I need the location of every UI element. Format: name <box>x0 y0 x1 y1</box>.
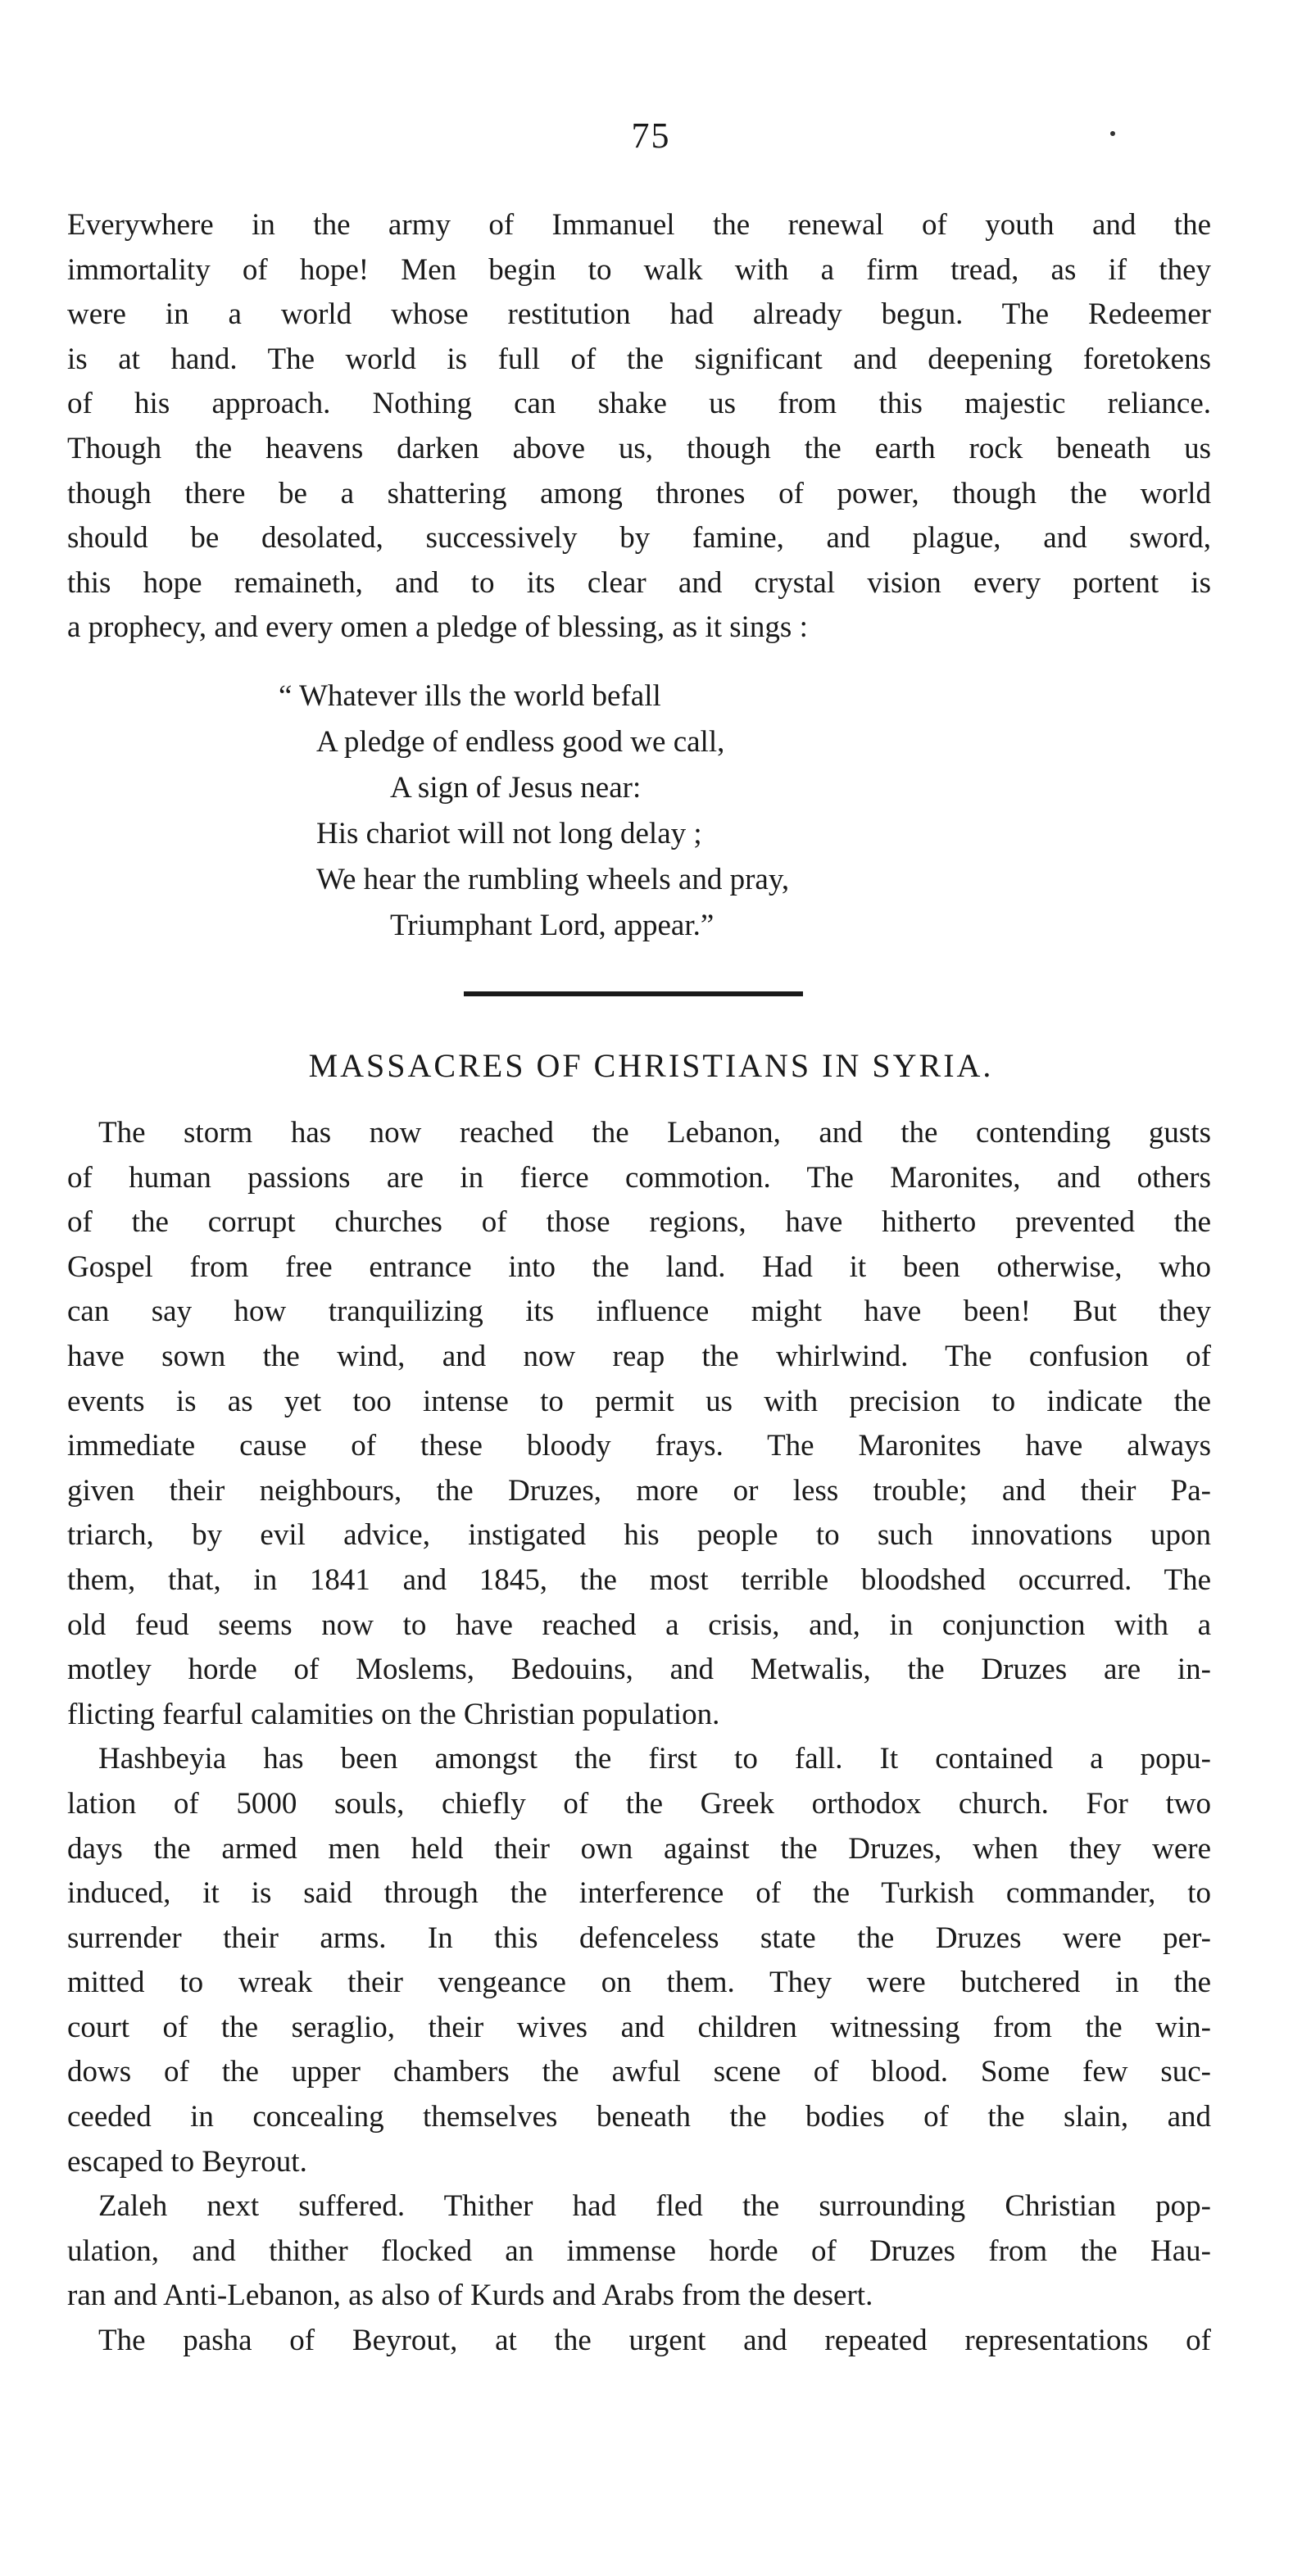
text-line: can say how tranquilizing its influence might have been! But they <box>67 1295 1211 1329</box>
text-line: Zaleh next suffered. Thither had fled the surrounding Christian pop- <box>98 2189 1211 2224</box>
text-line: should be desolated, successively by famine, and plague, and sword, <box>67 521 1211 556</box>
poem-line: We hear the rumbling wheels and pray, <box>316 863 790 896</box>
text-line: Hashbeyia has been amongst the first to fall. It contained a popu- <box>98 1742 1211 1776</box>
text-line: ceeded in concealing themselves beneath the bodies of the slain, and <box>67 2100 1211 2134</box>
text-line: of his approach. Nothing can shake us from this majestic reliance. <box>67 387 1211 421</box>
text-line: flicting fearful calamities on the Christian population. <box>67 1697 720 1731</box>
text-line: lation of 5000 souls, chiefly of the Greek orthodox church. For two <box>67 1786 1211 1821</box>
poem-line: A pledge of endless good we call, <box>316 725 725 759</box>
text-line: of the corrupt churches of those regions, have hitherto prevented the <box>67 1205 1211 1240</box>
text-line: this hope remaineth, and to its clear and crystal vision every portent is <box>67 565 1211 600</box>
text-line: The storm has now reached the Lebanon, and the contending gusts <box>98 1116 1211 1150</box>
text-line: them, that, in 1841 and 1845, the most terrible bloodshed occurred. The <box>67 1562 1211 1597</box>
text-line: induced, it is said through the interference of the Turkish commander, to <box>67 1876 1211 1911</box>
hymn-quotation <box>279 673 789 949</box>
text-line: given their neighbours, the Druzes, more or less trouble; and their Pa- <box>67 1473 1211 1508</box>
text-line: The pasha of Beyrout, at the urgent and repeated representations of <box>98 2324 1211 2358</box>
text-line: immortality of hope! Men begin to walk with a firm tread, as if they <box>67 252 1211 287</box>
text-line: escaped to Beyrout. <box>67 2144 307 2179</box>
poem-line: His chariot will not long delay ; <box>316 817 702 850</box>
article-paragraph <box>67 2184 1211 2319</box>
text-line: immediate cause of these bloody frays. The Maronites have always <box>67 1429 1211 1463</box>
article-body <box>67 1111 1211 2364</box>
intro-paragraph <box>67 203 1211 651</box>
section-title: MASSACRES OF CHRISTIANS IN SYRIA. <box>308 1047 994 1084</box>
section-divider-rule <box>464 991 803 996</box>
text-line: ulation, and thither flocked an immense horde of Druzes from the Hau- <box>67 2234 1211 2268</box>
text-line: have sown the wind, and now reap the whirlwind. The confusion of <box>67 1339 1211 1373</box>
text-line: motley horde of Moslems, Bedouins, and Metwalis, the Druzes are in- <box>67 1653 1211 1687</box>
text-line: Gospel from free entrance into the land. Had it been otherwise, who <box>67 1249 1211 1284</box>
article-paragraph <box>67 1111 1211 1737</box>
text-line: old feud seems now to have reached a crisis, and, in conjunction with a <box>67 1608 1211 1642</box>
text-line: of human passions are in fierce commotion. The Maronites, and others <box>67 1160 1211 1195</box>
text-line: days the armed men held their own against the Druzes, when they were <box>67 1831 1211 1866</box>
text-line: though there be a shattering among thrones of power, though the world <box>67 476 1211 510</box>
text-line: Though the heavens darken above us, though the earth rock beneath us <box>67 431 1211 465</box>
text-line: ran and Anti-Lebanon, as also of Kurds and Arabs from the desert. <box>67 2279 873 2313</box>
text-line: events is as yet too intense to permit us with precision to indicate the <box>67 1384 1211 1418</box>
text-line: a prophecy, and every omen a pledge of blessing, as it sings : <box>67 610 808 645</box>
print-speck <box>1110 131 1115 136</box>
text-line: triarch, by evil advice, instigated his people to such innovations upon <box>67 1518 1211 1553</box>
poem-line: “ Whatever ills the world befall <box>279 679 661 713</box>
text-line: dows of the upper chambers the awful scene of blood. Some few suc- <box>67 2055 1211 2089</box>
text-line: is at hand. The world is full of the significant and deepening foretokens <box>67 342 1211 376</box>
text-line: mitted to wreak their vengeance on them. They were butchered in the <box>67 1966 1211 2000</box>
page-number: 75 <box>631 116 671 156</box>
article-paragraph <box>67 1737 1211 2184</box>
text-line: surrender their arms. In this defenceless state the Druzes were per- <box>67 1921 1211 1955</box>
article-paragraph <box>67 2319 1211 2364</box>
poem-line: A sign of Jesus near: <box>390 771 642 805</box>
text-line: court of the seraglio, their wives and children witnessing from the win- <box>67 2010 1211 2044</box>
poem-line: Triumphant Lord, appear.” <box>390 909 715 942</box>
text-line: were in a world whose restitution had already begun. The Redeemer <box>67 297 1211 332</box>
text-line: Everywhere in the army of Immanuel the renewal of youth and the <box>67 208 1211 242</box>
